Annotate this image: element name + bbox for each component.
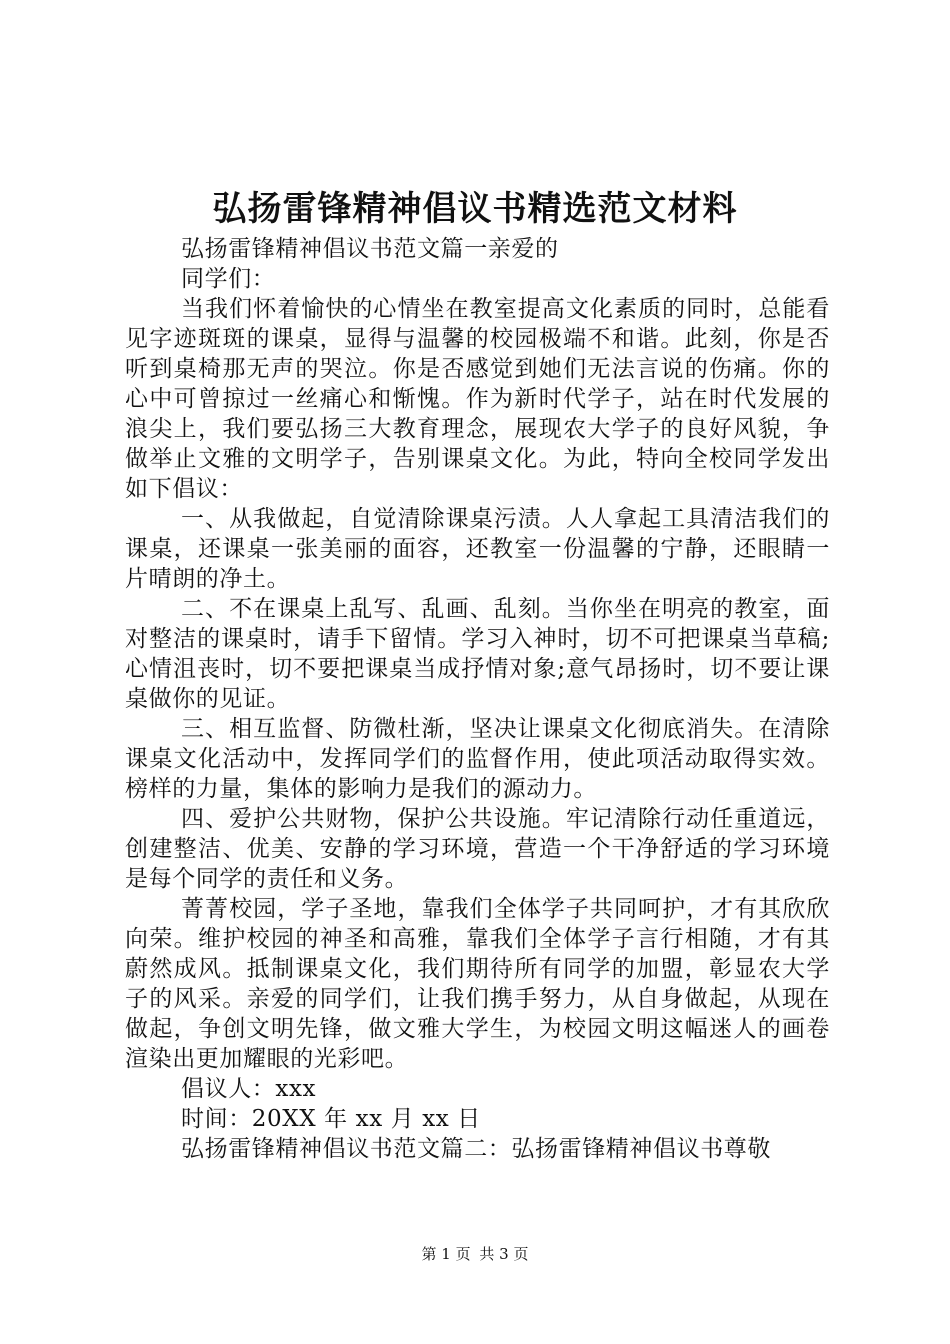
intro-line: 弘扬雷锋精神倡议书范文篇一亲爱的 — [181, 236, 559, 262]
next-section-line: 弘扬雷锋精神倡议书范文篇二：弘扬雷锋精神倡议书尊敬 — [181, 1136, 771, 1162]
paragraph-5: 四、爱护公共财物，保护公共设施。牢记清除行动任重道远，创建整洁、优美、安静的学习环境，营造一个干净舒适的学习环境是每个同学的责任和义务。 — [125, 806, 830, 892]
date-line: 时间：20XX 年 xx 月 xx 日 — [181, 1106, 481, 1132]
paragraph-3: 二、不在课桌上乱写、乱画、乱刻。当你坐在明亮的教室，面对整洁的课桌时，请手下留情。学习入神时，切不可把课桌当草稿;心情沮丧时，切不要把课桌当成抒情对象;意气昂扬时，切不要让课桌做你的见证。 — [125, 596, 830, 712]
paragraph-1: 当我们怀着愉快的心情坐在教室提高文化素质的同时，总能看见字迹斑斑的课桌，显得与温馨的校园极端不和谐。此刻，你是否听到桌椅那无声的哭泣。你是否感觉到她们无法言说的伤痛。你的心中可曾掠过一丝痛心和惭愧。作为新时代学子，站在时代发展的浪尖上，我们要弘扬三大教育理念，展现农大学子的良好风貌，争做举止文雅的文明学子，告别课桌文化。为此，特向全校同学发出如下倡议： — [125, 296, 830, 502]
signer-line: 倡议人：xxx — [181, 1076, 317, 1102]
paragraph-4: 三、相互监督、防微杜渐，坚决让课桌文化彻底消失。在清除课桌文化活动中，发挥同学们的监督作用，使此项活动取得实效。榜样的力量，集体的影响力是我们的源动力。 — [125, 716, 830, 802]
paragraph-6: 菁菁校园，学子圣地，靠我们全体学子共同呵护，才有其欣欣向荣。维护校园的神圣和高雅，靠我们全体学子言行相随，才有其蔚然成风。抵制课桌文化，我们期待所有同学的加盟，彰显农大学子的风采。亲爱的同学们，让我们携手努力，从自身做起，从现在做起，争创文明先锋，做文雅大学生，为校园文明这幅迷人的画卷渲染出更加耀眼的光彩吧。 — [125, 896, 830, 1072]
page-total: 共 3 页 — [479, 1245, 529, 1263]
document-title: 弘扬雷锋精神倡议书精选范文材料 — [212, 189, 738, 229]
salutation-line: 同学们： — [181, 266, 276, 292]
paragraph-2: 一、从我做起，自觉清除课桌污渍。人人拿起工具清洁我们的课桌，还课桌一张美丽的面容，还教室一份温馨的宁静，还眼睛一片晴朗的净土。 — [125, 506, 830, 592]
page-footer — [0, 1244, 950, 1264]
document-body — [125, 234, 830, 1164]
page-number: 第 1 页 — [421, 1245, 471, 1263]
